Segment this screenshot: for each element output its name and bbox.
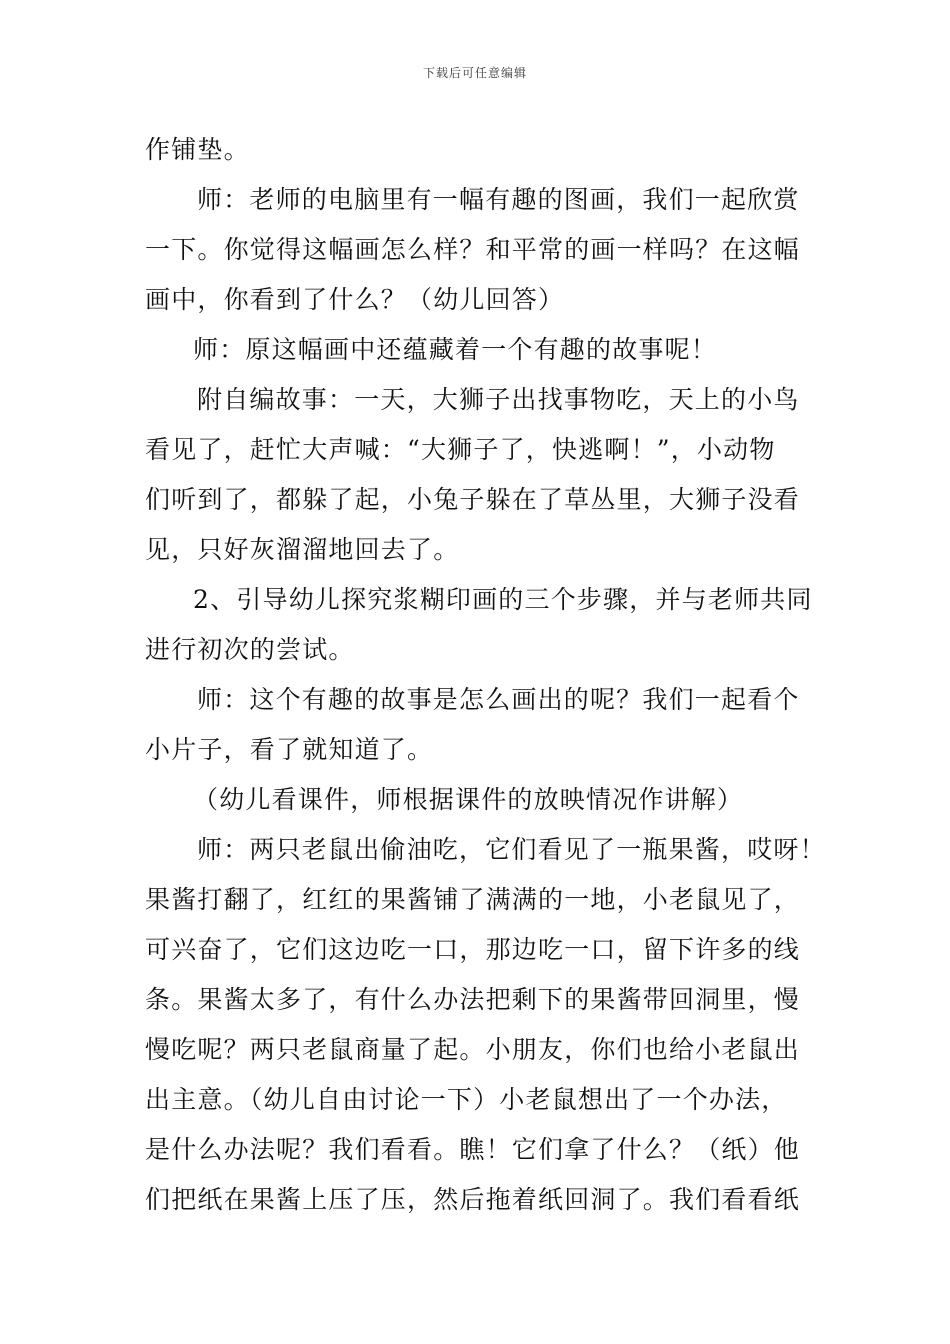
text-line: 们把纸在果酱上压了压，然后拖着纸回洞了。我们看看纸: [145, 1185, 801, 1214]
text-line: 2、引导幼儿探究浆糊印画的三个步骤，并与老师共同: [193, 585, 813, 614]
paragraph: [145, 325, 815, 375]
paragraph: [145, 375, 815, 575]
text-line: 出主意。（幼儿自由讨论一下）小老鼠想出了一个办法，: [145, 1085, 788, 1114]
paragraph: [145, 825, 826, 1225]
text-line: 们听到了，都躲了起，小兔子躲在了草丛里，大狮子没看: [145, 485, 801, 514]
text-line: 慢吃呢？两只老鼠商量了起。小朋友，你们也给小老鼠出: [145, 1035, 801, 1064]
text-line: 师：原这幅画中还蕴藏着一个有趣的故事呢！: [193, 335, 718, 364]
text-line: 作铺垫。: [145, 135, 250, 164]
text-line: 小片子，看了就知道了。: [145, 735, 434, 764]
text-line: 条。果酱太多了，有什么办法把剩下的果酱带回洞里，慢: [145, 985, 801, 1014]
document-body: [145, 125, 826, 1225]
text-line: 进行初次的尝试。: [145, 635, 355, 664]
text-line: （幼儿看课件，师根据课件的放映情况作讲解）: [193, 785, 744, 814]
text-line: 看见了，赶忙大声喊：“大狮子了，快逃啊！”，小动物: [145, 435, 776, 464]
header-note: 下载后可任意编辑: [422, 66, 527, 80]
text-line: 画中，你看到了什么？（幼儿回答）: [145, 285, 565, 314]
text-line: 师：两只老鼠出偷油吃，它们看见了一瓶果酱，哎呀！: [197, 835, 826, 864]
paragraph: [145, 675, 815, 775]
text-line: 果酱打翻了，红红的果酱铺了满满的一地，小老鼠见了，: [145, 885, 801, 914]
paragraph: [145, 125, 815, 175]
text-line: 附自编故事：一天，大狮子出找事物吃，天上的小鸟: [197, 385, 800, 414]
text-line: 师：老师的电脑里有一幅有趣的图画，我们一起欣赏: [197, 185, 800, 214]
text-line: 可兴奋了，它们这边吃一口，那边吃一口，留下许多的线: [145, 935, 801, 964]
text-line: 是什么办法呢？我们看看。瞧！它们拿了什么？（纸）他: [145, 1135, 801, 1164]
text-line: 见，只好灰溜溜地回去了。: [145, 535, 460, 564]
paragraph: [145, 575, 815, 675]
paragraph: [145, 775, 815, 825]
paragraph: [145, 175, 815, 325]
text-line: 师：这个有趣的故事是怎么画出的呢？我们一起看个: [197, 685, 800, 714]
text-line: 一下。你觉得这幅画怎么样？和平常的画一样吗？在这幅: [145, 235, 801, 264]
